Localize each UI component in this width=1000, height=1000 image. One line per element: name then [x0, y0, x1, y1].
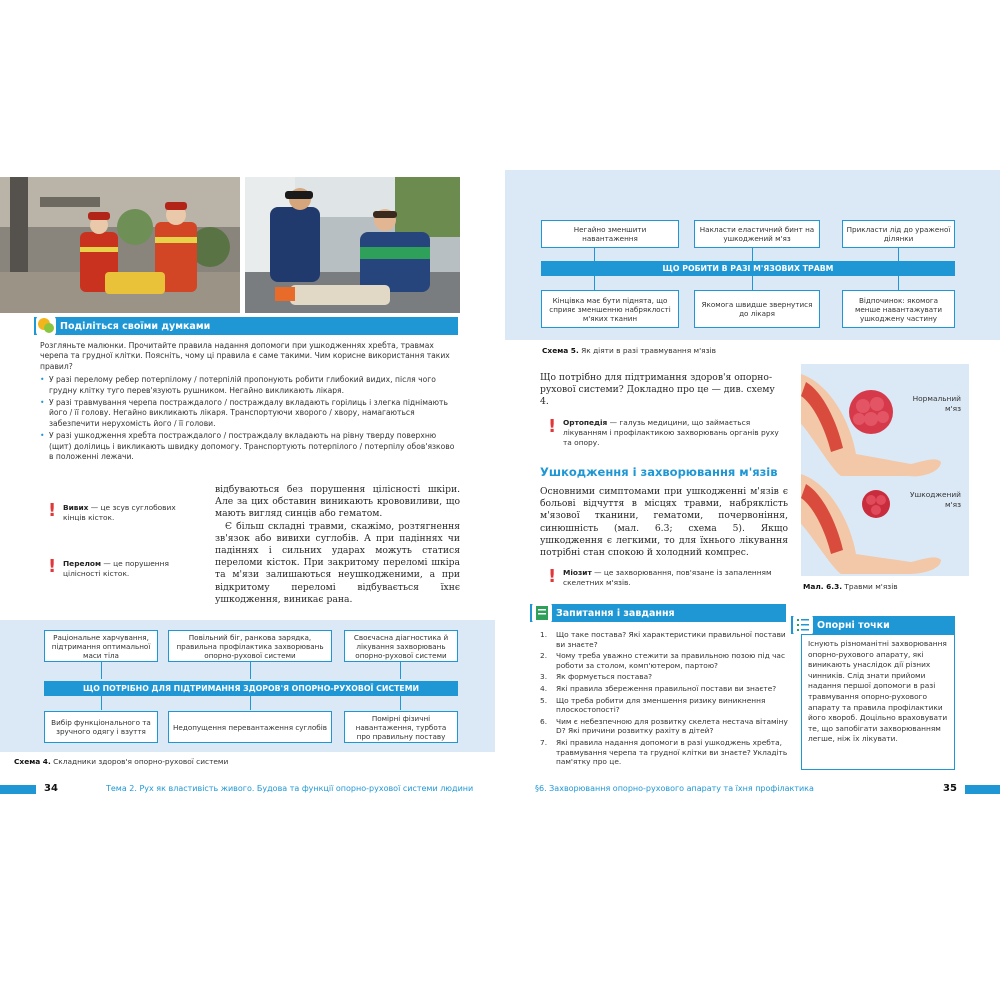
label-normal-muscle: Нормальний м'яз	[912, 394, 961, 413]
share-bullet-2: • У разі травмування черепа постраждалого / постраждалу вкладають горілиць і злегка піднімають його / її голову. Негайно викликають лікаря. Транспортуючи хворого / хвору, намагаються забезпечити нерухомість його / її голови.	[40, 398, 458, 429]
questions-list	[540, 630, 788, 769]
schema4-box-nutrition: Раціональне харчування, підтримання оптимальної маси тіла	[44, 630, 158, 662]
warning-icon-ortoped: !	[548, 416, 557, 437]
definition-miozyt-term: Міозит	[563, 568, 592, 577]
question-text: Які правила надання допомоги в разі ушкоджень хребта, травмування черепа та грудної клітки ви знаєте? Укладіть пам'ятку про це.	[556, 737, 788, 767]
schema-4	[0, 620, 495, 752]
questions-header	[530, 604, 786, 622]
schema4-box-joints: Недопущення перевантаження суглобів	[168, 711, 332, 743]
key-points-title: Опорні точки	[817, 619, 890, 631]
schema5-caption	[542, 346, 716, 355]
question-text: Які правила збереження правильної постави ви знаєте?	[556, 683, 777, 693]
question-text: Як формується постава?	[556, 672, 653, 682]
question-item	[540, 696, 788, 715]
question-number: 1.	[540, 630, 548, 639]
section-title-muscles: Ушкодження і захворювання м'язів	[540, 465, 778, 479]
schema5-box-reduce-load: Негайно зменшити навантаження	[541, 220, 679, 248]
definition-miozyt	[563, 568, 781, 588]
share-intro-text: Розгляньте малюнки. Прочитайте правила надання допомоги при ушкодженнях хребта, травмах черепа та грудної клітки. Поясніть, чому ці правила є саме такими. Чим корисне використання таких правил?	[40, 341, 450, 371]
figure-caption-text: Травми м'язів	[842, 582, 898, 591]
question-item	[540, 672, 788, 682]
figure-caption-label: Мал. 6.3.	[803, 582, 843, 591]
question-text: Чому треба уважно стежити за правильною позою під час роботи за столом, комп'ютером, партою?	[556, 651, 786, 670]
figure-caption	[803, 582, 898, 591]
speech-bubbles-icon	[36, 314, 56, 336]
key-points-header	[791, 616, 955, 634]
body-question-schema4: Що потрібно для підтримання здоров'я опорно-рухової системи? Докладно про це — див. схему 4.	[540, 372, 775, 408]
share-bullet-1: • У разі перелому ребер потерпілому / потерпілій пропонують робити глибокий видих, після чого грудну клітку туго перев'язують рушником. Негайно викликають лікаря.	[40, 375, 458, 396]
body-text-muscles: Основними симптомами при ушкодженні м'язів є больові відчуття в місцях травми, набряклість м'язової тканини, гематоми, почервоніння, синюшність (мал. 6.3; схема 5). Якщо ушкодження є легкими, то для їхнього лікування потрібні стан спокою й холодний компрес.	[540, 486, 788, 559]
schema5-title-bar: ЩО РОБИТИ В РАЗІ М'ЯЗОВИХ ТРАВМ	[541, 261, 955, 276]
schema4-title-bar: ЩО ПОТРІБНО ДЛЯ ПІДТРИМАННЯ ЗДОРОВ'Я ОПОРНО-РУХОВОЇ СИСТЕМИ	[44, 681, 458, 696]
schema5-caption-text: Як діяти в разі травмування м'язів	[578, 346, 716, 355]
question-item	[540, 630, 788, 649]
page-number-left: 34	[44, 783, 58, 794]
share-intro	[40, 341, 458, 462]
share-bullet-3: • У разі ушкодження хребта постраждалого / постраждалу вкладають на рівну тверду поверхню (щит) долілиць і викликають швидку допомогу. Транспортують потерпілого / потерпілу обов'язково в положенні лежачи.	[40, 431, 458, 462]
definition-ortoped-term: Ортопедія	[563, 418, 608, 427]
photo-rescuers	[0, 177, 240, 313]
figure-muscle-injury	[801, 364, 969, 576]
question-item	[540, 717, 788, 736]
schema5-caption-label: Схема 5.	[542, 346, 579, 355]
footer-bar-left	[0, 785, 36, 794]
schema5-box-ice: Прикласти лід до ураженої ділянки	[842, 220, 955, 248]
definition-perelom-text: — це порушення цілісності кісток.	[63, 559, 169, 578]
question-number: 5.	[540, 695, 548, 705]
footer-text-right: §6. Захворювання опорно-рухового апарату та їхня профілактика	[535, 784, 814, 793]
schema-5	[505, 170, 1000, 340]
question-number: 2.	[540, 651, 548, 661]
warning-icon-miozyt: !	[548, 566, 557, 587]
definition-miozyt-text: — це захворювання, пов'язане із запаленням скелетних м'язів.	[563, 568, 772, 587]
footer-bar-right	[965, 785, 1000, 794]
schema4-box-running: Повільний біг, ранкова зарядка, правильна профілактика захворювань опорно-рухової системи	[168, 630, 332, 662]
warning-icon-vyvykh: !	[48, 500, 57, 521]
checklist-icon	[793, 613, 813, 635]
key-points-box	[801, 634, 955, 770]
task-list-icon	[532, 601, 552, 623]
question-number: 4.	[540, 683, 548, 693]
schema4-box-clothing: Вибір функціонального та зручного одягу і взуття	[44, 711, 158, 743]
page-number-right: 35	[943, 783, 957, 794]
schema5-box-doctor: Якомога швидше звернутися до лікаря	[694, 290, 820, 328]
body-text-left-p2: Є більш складні травми, скажімо, розтягнення зв'язок або вивихи суглобів. А при падіннях чи падіннях і сильних ударах можуть статися переломи кісток. При закритому переломі шкіра та м'язи залишаються неушкодженими, а при відкритому переломі відбувається їхнє ушкодження, виникає рана.	[215, 520, 460, 605]
question-text: Що таке постава? Які характеристики правильної постави ви знаєте?	[556, 630, 786, 649]
warning-icon-perelom: !	[48, 556, 57, 577]
schema5-box-bandage: Накласти еластичний бинт на ушкоджений м'яз	[694, 220, 820, 248]
question-text: Що треба робити для зменшення ризику виникнення плоскостопості?	[556, 695, 766, 715]
schema5-box-raise-limb: Кінцівка має бути піднята, що сприяє зменшенню набряклості м'яких тканин	[541, 290, 679, 328]
label-damaged-muscle: Ушкоджений м'яз	[909, 490, 961, 509]
share-thoughts-title: Поділіться своїми думками	[60, 320, 211, 332]
questions-title: Запитання і завдання	[556, 607, 675, 619]
photo-paramedics	[245, 177, 460, 313]
question-number: 6.	[540, 716, 548, 726]
question-text: Чим є небезпечною для розвитку скелета нестача вітаміну D? Які причини розвитку рахіту в дітей?	[556, 716, 788, 736]
definition-vyvykh-text: — це зсув суглобових кінців кісток.	[63, 503, 176, 522]
definition-ortoped-text: — галузь медицини, що займається лікуванням і профілактикою захворювань органів руху та опору.	[563, 418, 779, 447]
body-text-left-p1: відбуваються без порушення цілісності шкіри. Але за цих обставин виникають крововиливи, що мають вигляд синців або гематом.	[215, 484, 460, 520]
schema4-caption-label: Схема 4.	[14, 757, 51, 766]
schema4-caption	[14, 757, 228, 766]
body-text-left	[215, 484, 460, 606]
schema4-caption-text: Складники здоров'я опорно-рухової системи	[50, 757, 229, 766]
share-thoughts-header	[34, 317, 458, 335]
definition-perelom	[63, 559, 193, 579]
schema4-box-diagnostics: Своєчасна діагностика й лікування захворювань опорно-рухової системи	[344, 630, 458, 662]
question-number: 3.	[540, 672, 548, 682]
footer-text-left: Тема 2. Рух як властивість живого. Будова та функції опорно-рухової системи людини	[106, 784, 474, 793]
definition-vyvykh	[63, 503, 193, 523]
schema5-box-rest: Відпочинок: якомога менше навантажувати ушкоджену частину	[842, 290, 955, 328]
schema4-box-posture: Помірні фізичні навантаження, турбота про правильну поставу	[344, 711, 458, 743]
definition-perelom-term: Перелом	[63, 559, 102, 568]
definition-vyvykh-term: Вивих	[63, 503, 89, 512]
right-page	[505, 0, 1000, 1000]
question-item	[540, 651, 788, 670]
key-points-text: Існують різноманітні захворювання опорно-рухового апарату, які виникають унаслідок дії різних чинників. Слід знати прийоми надання першої допомоги в разі травмування опорно-рухового апарату та правила профілактики його хвороб. Доцільно враховувати те, що запобігати захворюванням легше, ніж їх лікувати.	[808, 639, 948, 744]
question-number: 7.	[540, 737, 548, 747]
definition-ortoped	[563, 418, 781, 448]
question-item	[540, 684, 788, 694]
question-item	[540, 738, 788, 767]
